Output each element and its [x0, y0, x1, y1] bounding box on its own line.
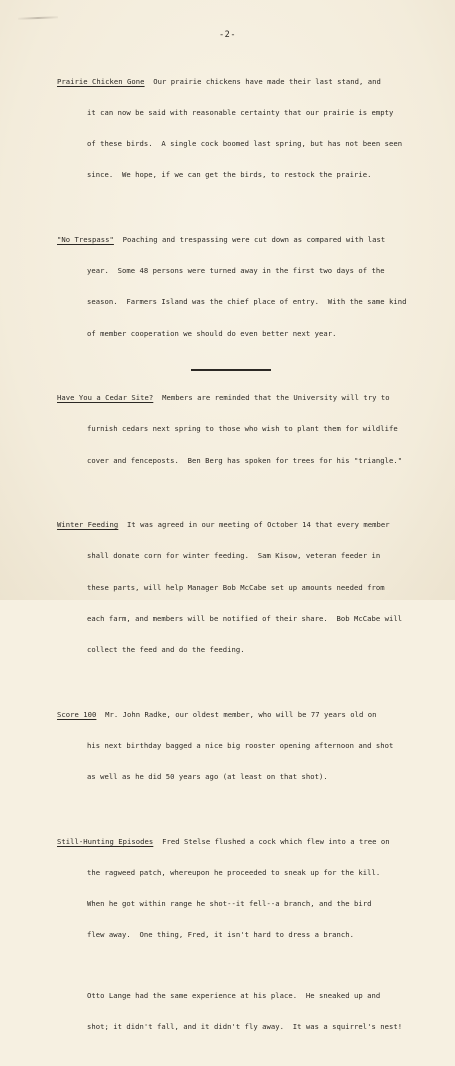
- closing-paragraph: [57, 970, 437, 1053]
- newsletter-body: [57, 56, 437, 1066]
- item-heading: Winter Feeding: [57, 520, 119, 530]
- item-line: collect the feed and do the feeding.: [87, 645, 245, 655]
- item-heading: "No Trespass": [57, 235, 114, 244]
- item-first-text: Poaching and trespassing were cut down as compared with last: [113, 235, 386, 244]
- item-line: furnish cedars next spring to those who wish to plant them for wildlife: [87, 424, 398, 434]
- item-line: since. We hope, if we can get the birds, to restock the prairie.: [87, 170, 372, 180]
- news-item-no-trespass: [57, 214, 437, 360]
- item-first-line: [57, 710, 437, 720]
- item-line: the ragweed patch, whereupon he proceeded to sneak up for the kill.: [87, 867, 381, 877]
- news-item-still-hunting: [57, 816, 437, 962]
- news-item-prairie-chicken: [57, 56, 437, 202]
- item-line: flew away. One thing, Fred, it isn't hard to dress a branch.: [87, 930, 355, 940]
- item-heading: Still-Hunting Episodes: [57, 836, 154, 846]
- item-first-text: Mr. John Radke, our oldest member, who will be 77 years old on: [96, 709, 377, 719]
- item-line: of member cooperation we should do even better next year.: [87, 328, 337, 338]
- item-heading: Have You a Cedar Site?: [57, 393, 154, 403]
- item-line: his next birthday bagged a nice big rooster opening afternoon and shot: [87, 740, 394, 750]
- page-number: -2-: [218, 30, 237, 40]
- item-first-line: [57, 235, 437, 245]
- item-line: cover and fenceposts. Ben Berg has spoken for trees for his "triangle.": [87, 455, 403, 465]
- item-first-line: [57, 393, 437, 403]
- news-item-cedar-site: [57, 372, 437, 486]
- item-line: year. Some 48 persons were turned away in the first two days of the: [87, 266, 385, 276]
- item-line: When he got within range he shot--it fell--a branch, and the bird: [87, 898, 372, 908]
- item-line: season. Farmers Island was the chief place of entry. With the same kind: [87, 297, 407, 307]
- closing-line: shot; it didn't fall, and it didn't fly away. It was a squirrel's nest!: [87, 1022, 403, 1032]
- item-first-line: [57, 77, 437, 87]
- item-first-text: Fred Stelse flushed a cock which flew into a tree on: [153, 836, 390, 846]
- news-item-winter-feeding: [57, 499, 437, 676]
- item-first-line: [57, 837, 437, 847]
- item-line: these parts, will help Manager Bob McCabe set up amounts needed from: [87, 582, 385, 592]
- item-heading: Prairie Chicken Gone: [57, 76, 145, 86]
- item-first-line: [57, 520, 437, 530]
- item-line: each farm, and members will be notified of their share. Bob McCabe will: [87, 613, 403, 623]
- item-line: as well as he did 50 years ago (at least on that shot).: [87, 772, 328, 781]
- news-item-score-100: [57, 689, 437, 803]
- end-rule: [191, 369, 271, 371]
- item-first-text: Members are reminded that the University will try to: [153, 393, 390, 403]
- item-line: of these birds. A single cock boomed last spring, but has not been seen: [87, 139, 403, 149]
- item-first-text: It was agreed in our meeting of October 14 that every member: [118, 520, 390, 530]
- item-line: shall donate corn for winter feeding. Sam Kisow, veteran feeder in: [87, 551, 381, 561]
- item-heading: Score 100: [57, 709, 97, 719]
- closing-line: Otto Lange had the same experience at his place. He sneaked up and: [87, 991, 381, 1001]
- item-first-text: Our prairie chickens have made their last stand, and: [144, 76, 381, 86]
- item-line: it can now be said with reasonable certainty that our prairie is empty: [87, 108, 394, 118]
- pencil-mark: [18, 16, 58, 19]
